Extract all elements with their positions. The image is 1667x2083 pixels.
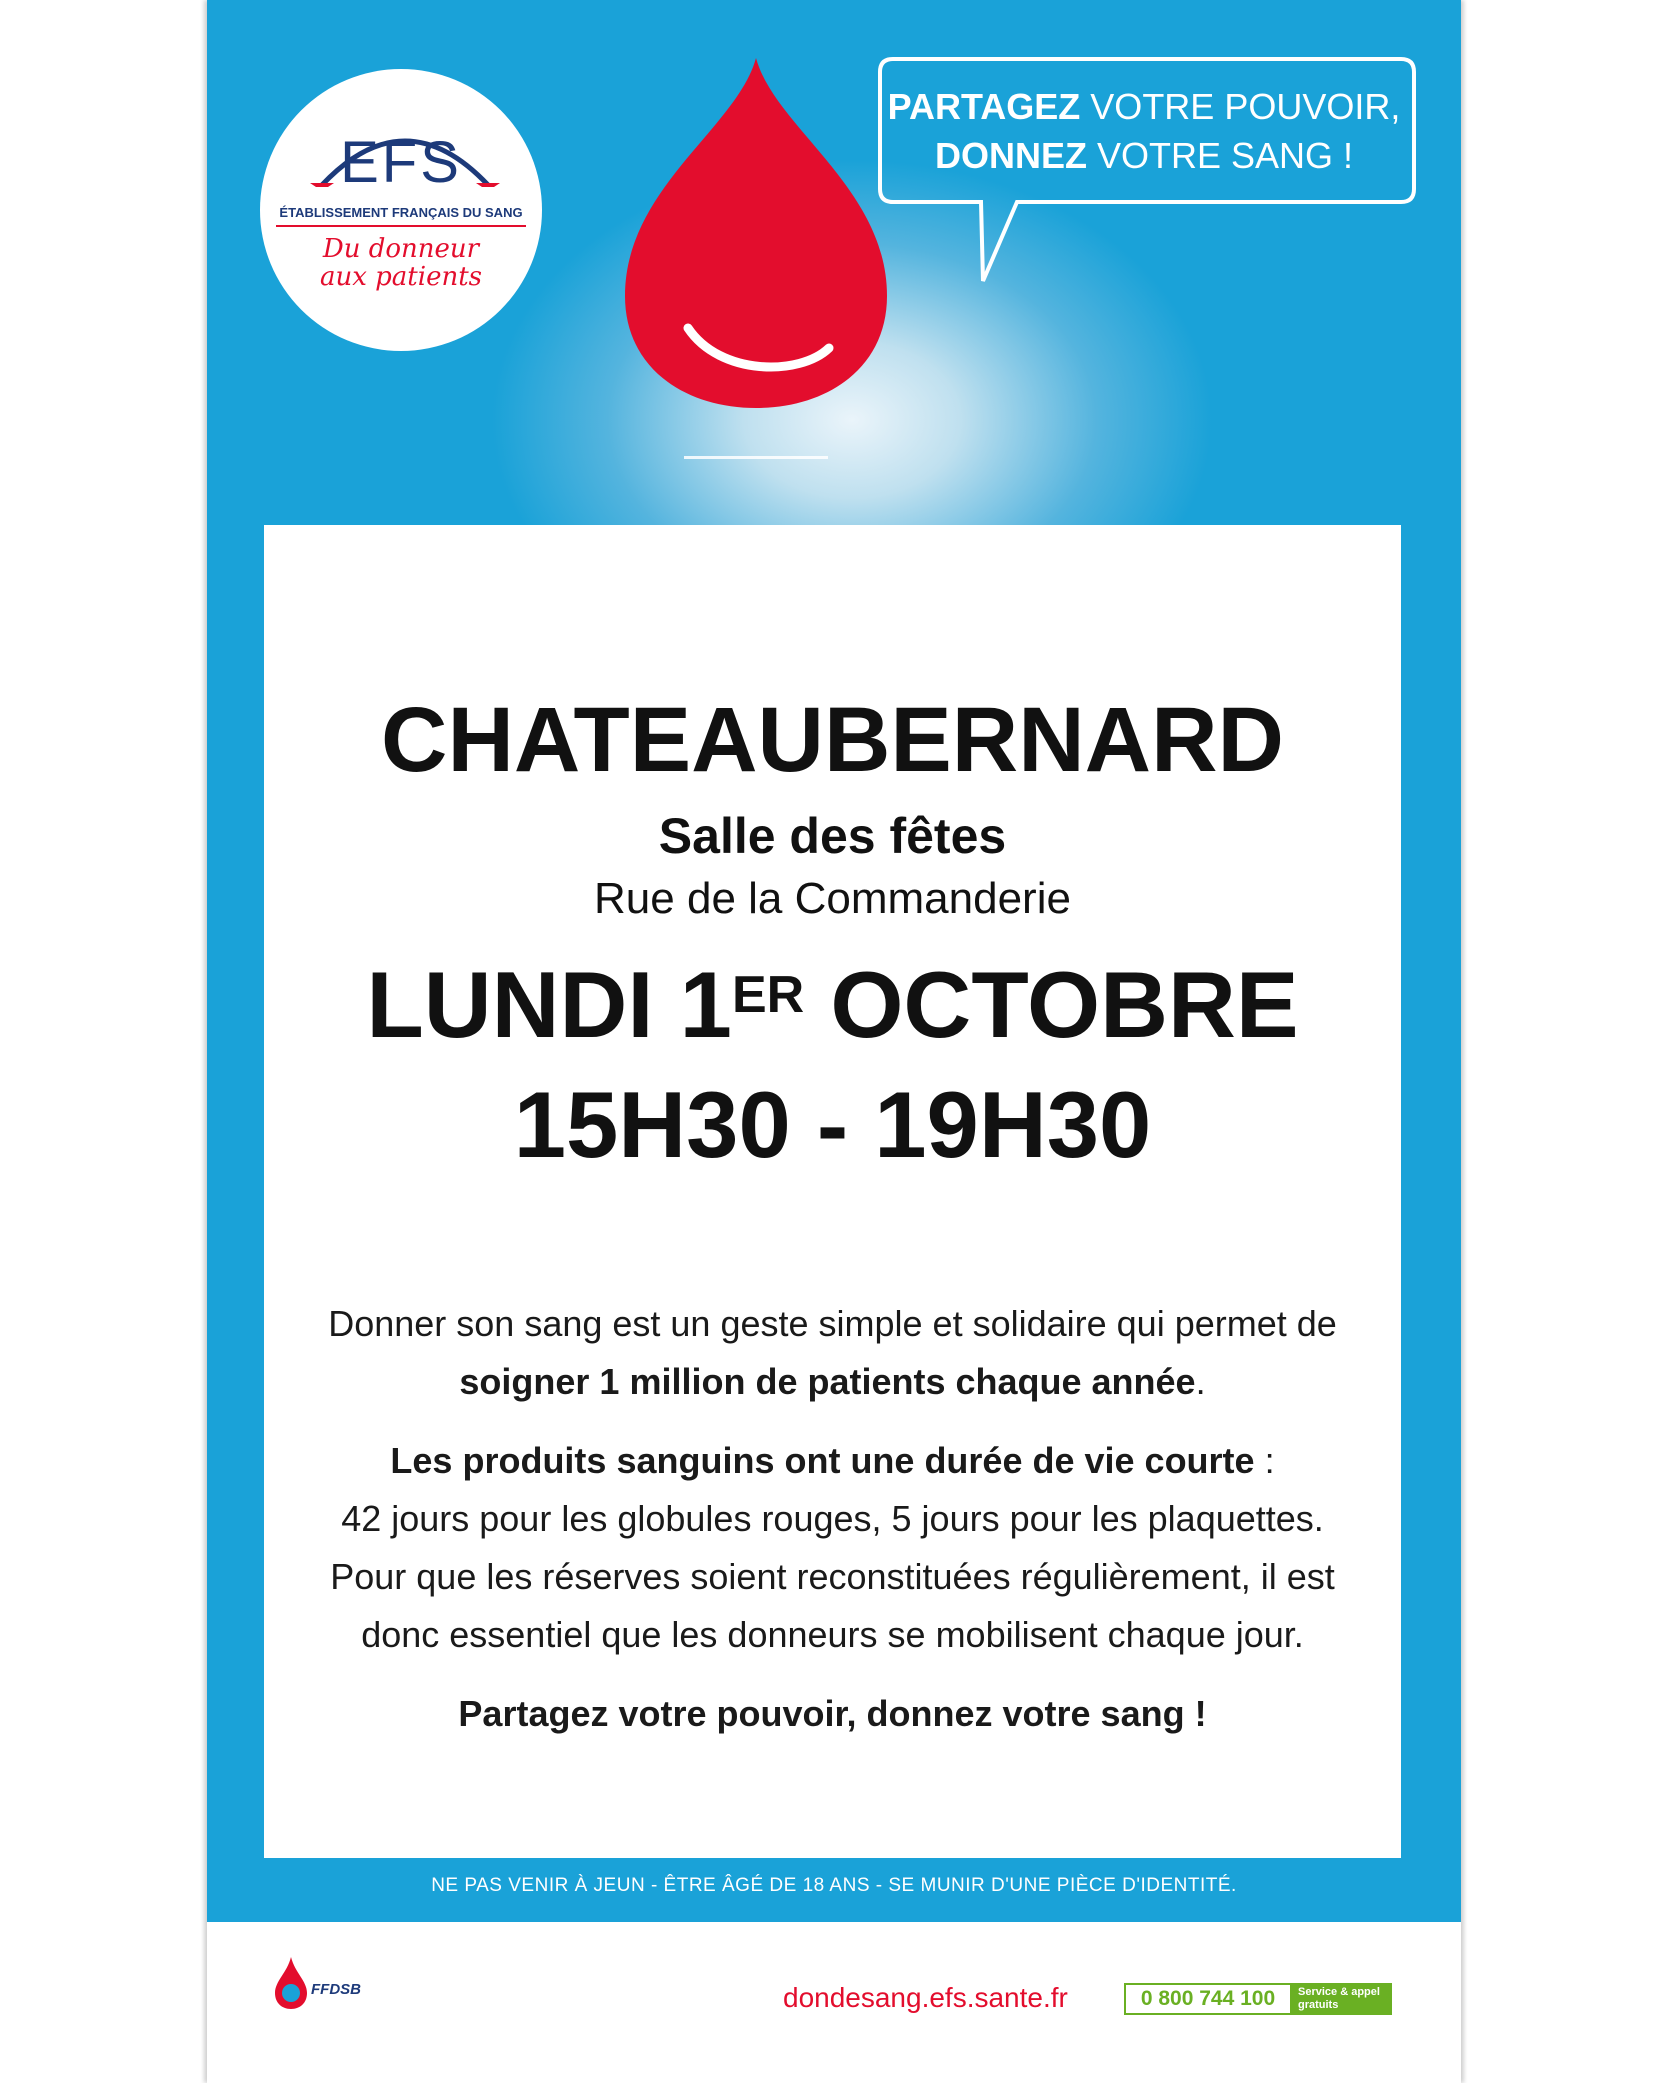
body-p1-bold: soigner 1 million de patients chaque année [459,1361,1196,1402]
phone-number[interactable]: 0 800 744 100 [1140,1987,1276,2010]
footer-note: NE PAS VENIR À JEUN - ÊTRE ÂGÉ DE 18 ANS - SE MUNIR D'UNE PIÈCE D'IDENTITÉ. [431,1875,1237,1896]
blood-drop-icon [625,58,887,473]
body-closing: Partagez votre pouvoir, donnez votre sang ! [458,1693,1207,1734]
event-date-suffix: ER [731,966,805,1024]
body-paragraph-2 [314,1432,1351,1664]
event-date [264,945,1401,1065]
bubble-text [881,82,1407,180]
body-p2-colon: : [1254,1440,1275,1481]
event-city: CHATEAUBERNARD [381,689,1284,791]
body-paragraph-1 [314,1295,1351,1411]
free-line1: Service & appel [1298,1986,1380,1998]
event-date-day: LUNDI 1 [366,952,732,1057]
logo-acronym: EFS [340,130,462,195]
bubble-line2-bold: DONNEZ [934,135,1087,176]
website-link[interactable]: dondesang.efs.sante.fr [783,1982,1068,2013]
logo-tagline-line1: Du donneur [322,234,480,264]
event-date-month: OCTOBRE [804,952,1299,1057]
logo-tagline-line2: aux patients [319,262,482,292]
body-p2-line4: donc essentiel que les donneurs se mobilisent chaque jour. [361,1614,1304,1655]
event-venue: Salle des fêtes [658,808,1007,864]
event-street: Rue de la Commanderie [594,874,1071,923]
body-p2-line3: Pour que les réserves soient reconstituées régulièrement, il est [330,1556,1335,1597]
efs-logo [260,69,542,351]
free-line2: gratuits [1298,1999,1339,2011]
bubble-line2-rest: VOTRE SANG ! [1086,135,1354,176]
body-p1-end: . [1195,1361,1206,1402]
event-hours: 15H30 - 19H30 [513,1072,1152,1177]
poster [207,0,1461,2083]
logo-divider [276,225,526,227]
free-service-badge [1290,1983,1392,2015]
body-p2-bold: Les produits sanguins ont une durée de vie courte [390,1440,1255,1481]
ffdsb-label: FFDSB [311,1981,361,1998]
logo-tagline [260,235,542,291]
logo-name: ÉTABLISSEMENT FRANÇAIS DU SANG [279,205,523,220]
event-card [264,525,1401,1858]
phone-number-box [1124,1983,1292,2015]
blue-background [207,0,1461,1922]
bubble-line1-bold: PARTAGEZ [887,86,1081,127]
body-p2-line2: 42 jours pour les globules rouges, 5 jours pour les plaquettes. [341,1498,1324,1539]
body-p1-line1: Donner son sang est un geste simple et solidaire qui permet de [328,1303,1337,1344]
bubble-line1-rest: VOTRE POUVOIR, [1080,86,1401,127]
